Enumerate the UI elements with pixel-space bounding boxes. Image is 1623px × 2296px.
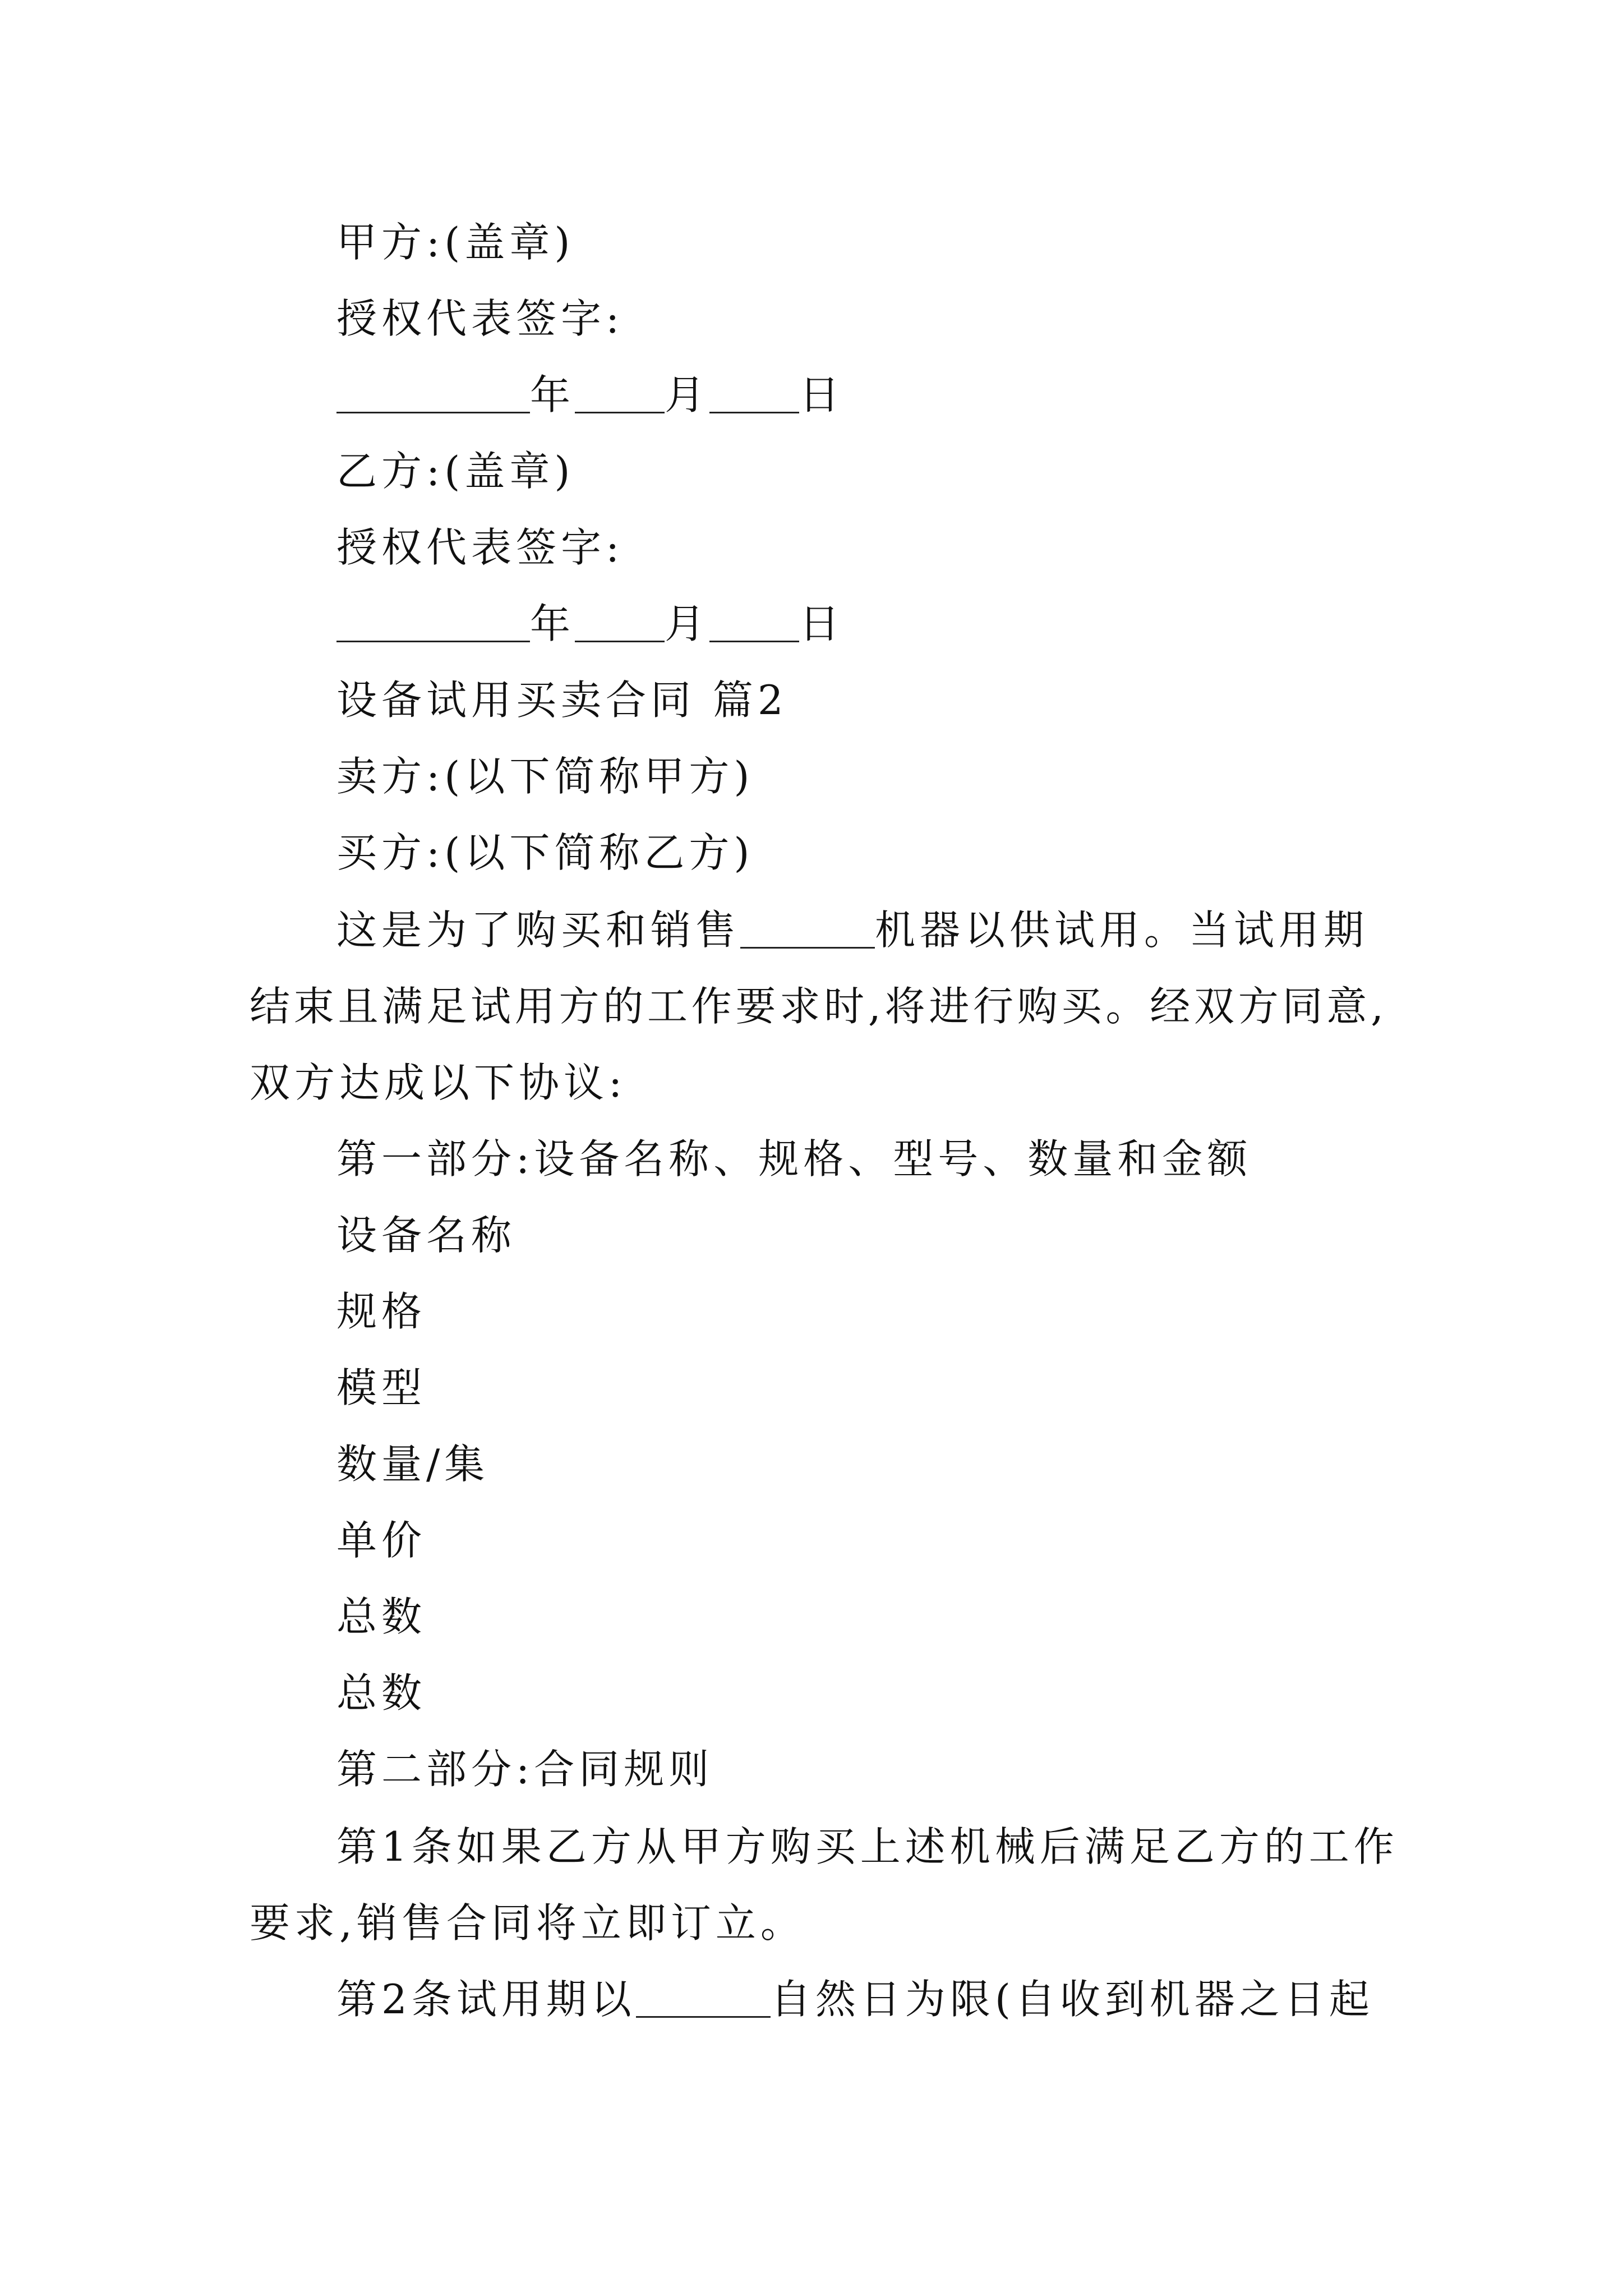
field-unit-price: 单价 [336,1517,427,1564]
field-specification: 规格 [336,1288,427,1335]
party-b-seal: 乙方:(盖章) [336,448,575,495]
intro-line-1: 这是为了购买和销售 机器以供试用。当试用期 [336,907,1369,954]
article-1-line-1: 第1条如果乙方从甲方购买上述机械后满足乙方的工作 [336,1823,1399,1870]
buyer-line: 买方:(以下简称乙方) [336,829,754,876]
intro-line-3: 双方达成以下协议: [250,1059,627,1106]
party-a-signature: 授权代表签字: [336,295,624,342]
field-quantity: 数量/集 [336,1441,490,1488]
field-total: 总数 [336,1593,427,1640]
part-two-heading: 第二部分:合同规则 [336,1746,714,1793]
part-one-heading: 第一部分:设备名称、规格、型号、数量和金额 [336,1135,1252,1182]
intro-line-2: 结束且满足试用方的工作要求时,将进行购买。经双方同意, [250,983,1387,1030]
article-1-line-2: 要求,销售合同将立即订立。 [250,1899,805,1947]
year-blank [336,374,530,413]
party-b-date: 年 月 日 [336,597,844,651]
year-blank [336,603,530,642]
days-blank [636,1978,771,2018]
party-b-signature: 授权代表签字: [336,524,624,571]
month-blank [575,603,665,642]
field-equipment-name: 设备名称 [336,1212,517,1259]
article-2-line-1: 第2条试用期以 自然日为限(自收到机器之日起 [336,1976,1374,2023]
field-model: 模型 [336,1364,427,1411]
day-blank [709,374,799,413]
section-title: 设备试用买卖合同 篇2 [336,677,788,724]
seller-line: 卖方:(以下简称甲方) [336,753,754,800]
party-a-seal: 甲方:(盖章) [336,219,575,266]
field-total-2: 总数 [336,1669,427,1717]
day-blank [709,603,799,642]
party-a-date: 年 月 日 [336,368,844,422]
machine-blank [740,909,875,949]
month-blank [575,374,665,413]
